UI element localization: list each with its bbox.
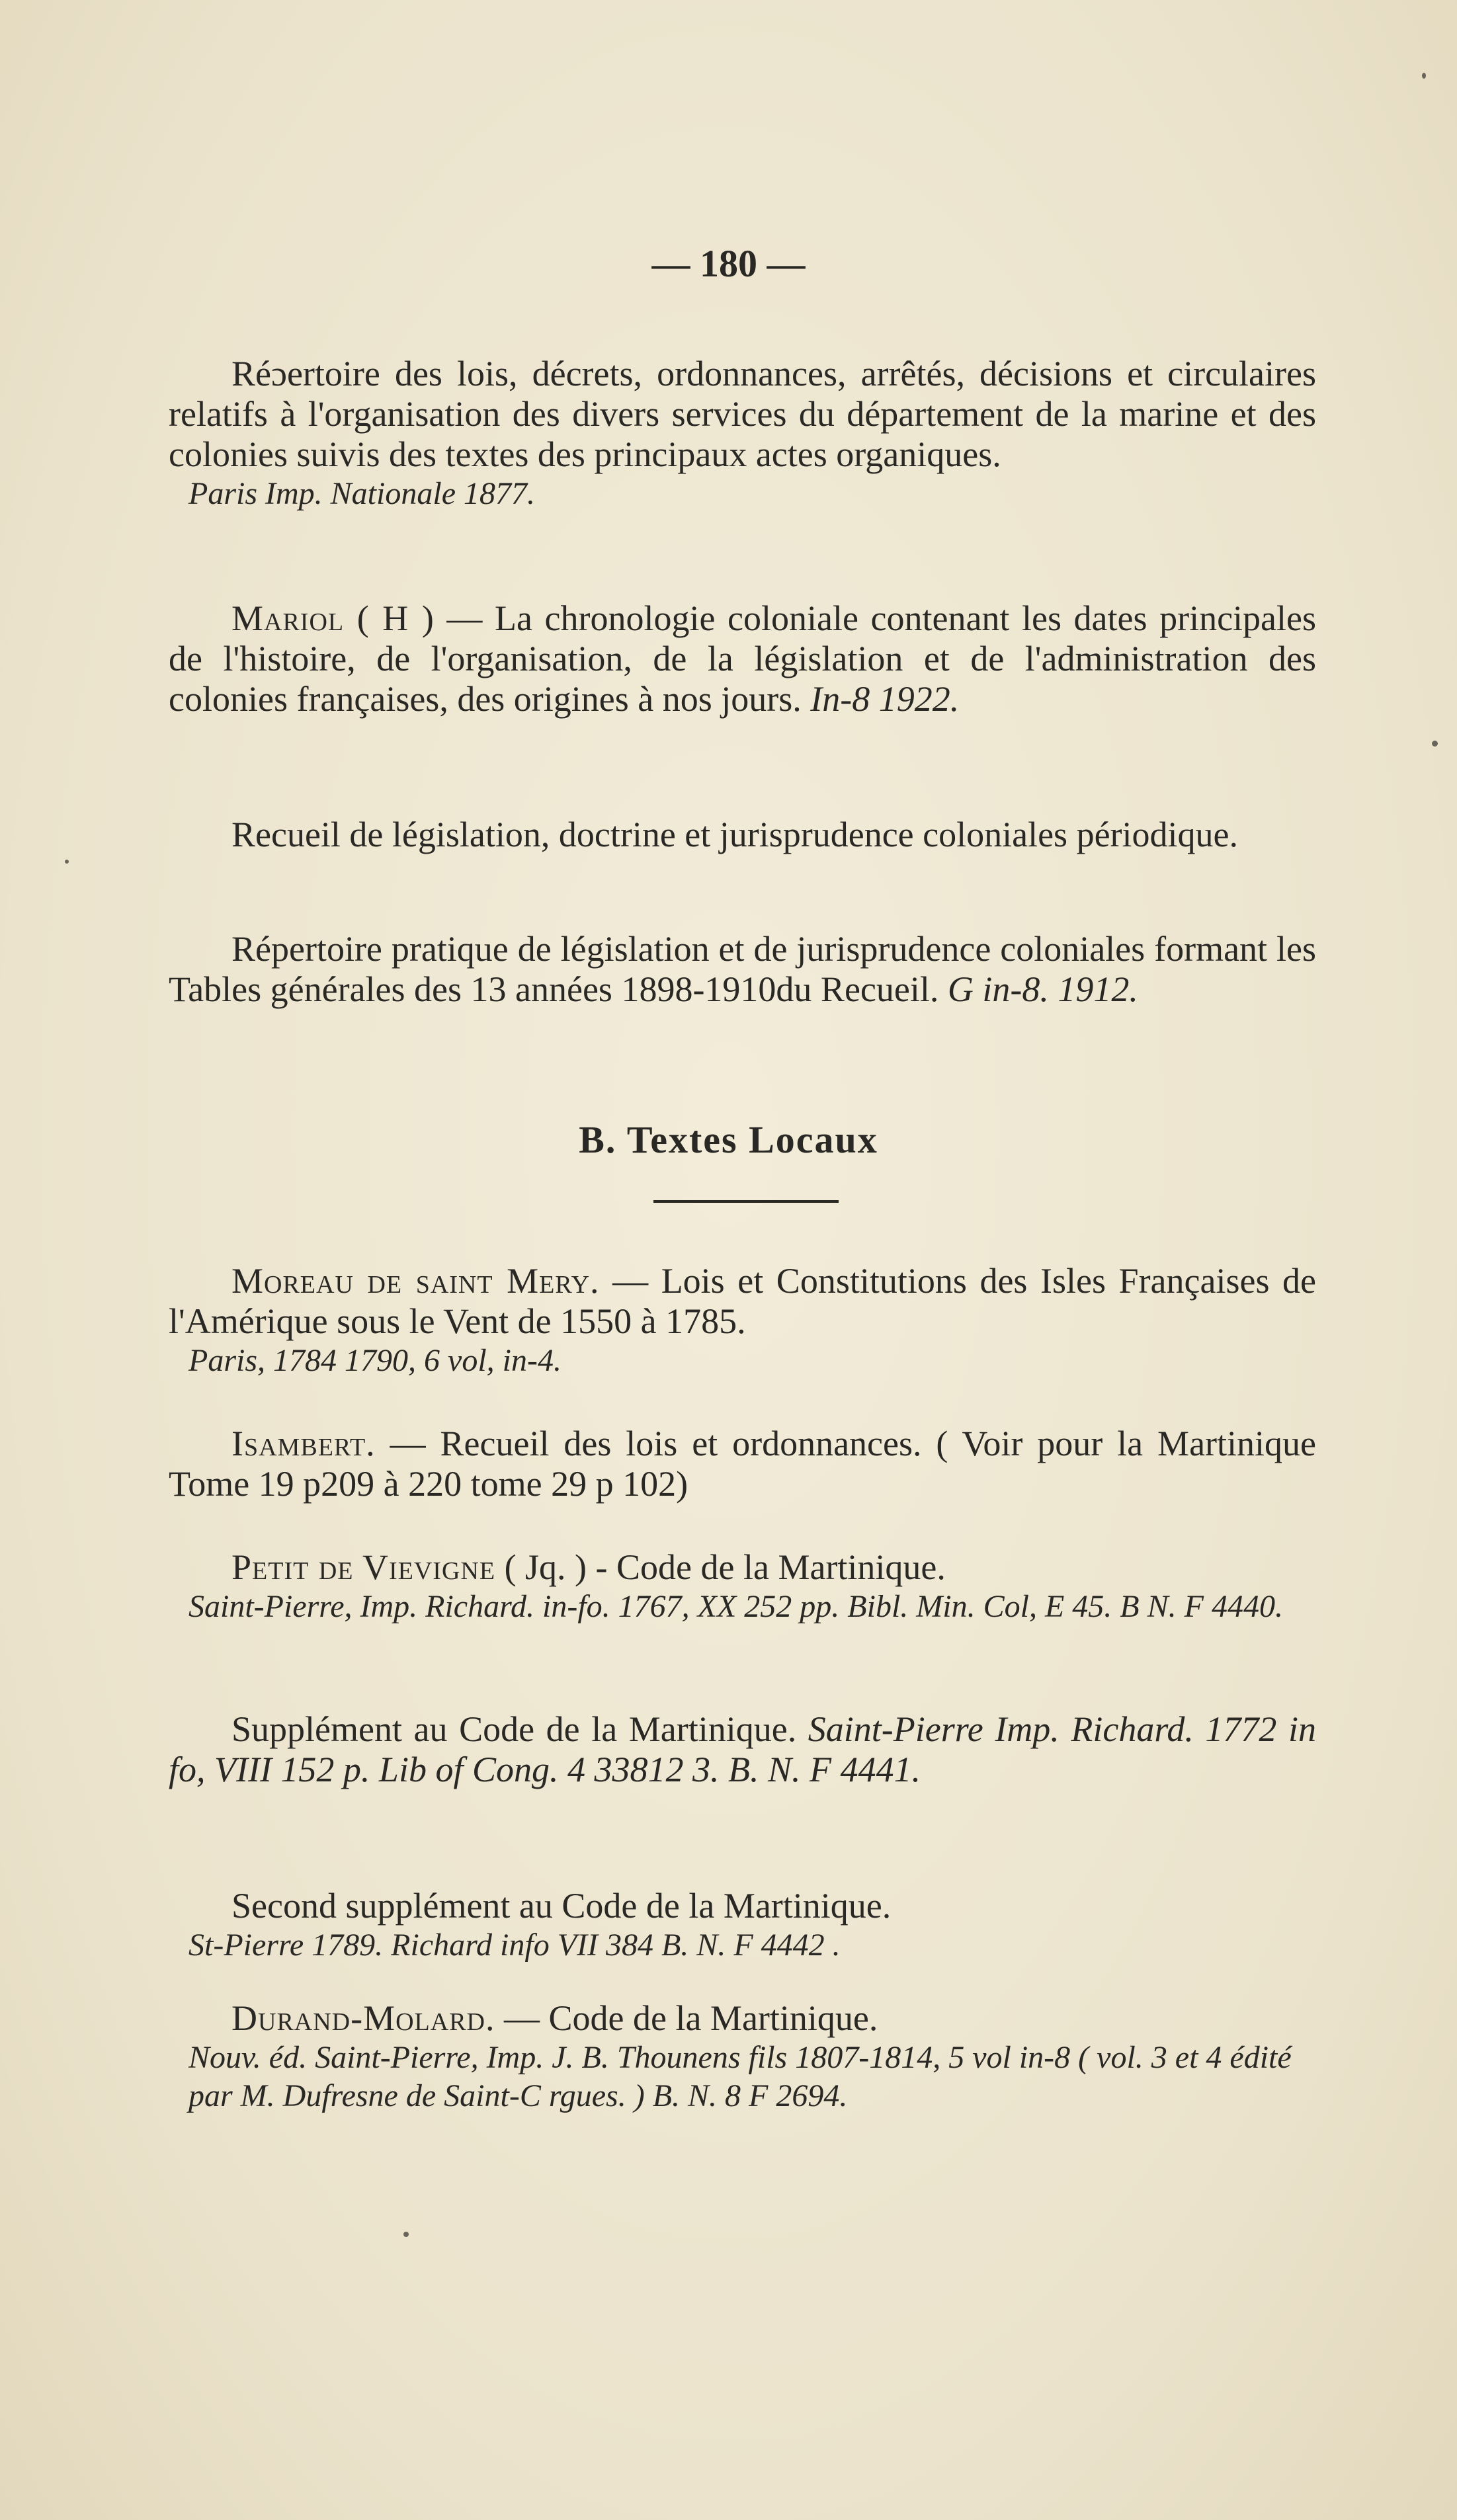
entry-text: Petit de Vievigne ( Jq. ) - Code de la Martinique. bbox=[231, 1547, 946, 1587]
entry-text: Supplément au Code de la Martinique. Saint-Pierre Imp. Richard. 1772 in fo, VIII 152 p. Lib of Cong. 4 33812 3. B. N. F 4441. bbox=[169, 1709, 1317, 1789]
ink-speck bbox=[1432, 741, 1438, 747]
bibliography-entry bbox=[169, 598, 1316, 719]
entry-text: Moreau de saint Mery. — Lois et Constitutions des Isles Françaises de l'Amérique sous le Vent de 1550 à 1785. bbox=[169, 1261, 1316, 1341]
bibliography-entry bbox=[169, 354, 1316, 513]
entry-text: Isambert. — Recueil des lois et ordonnances. ( Voir pour la Martinique Tome 19 p209 à 220 tome 29 p 102) bbox=[169, 1424, 1316, 1504]
entry-author: Mariol ( H ) bbox=[231, 598, 435, 638]
entry-text: Mariol ( H ) — La chronologie coloniale contenant les dates principales de l'histoire, de l'organisation, de la législation et de l'administration des colonies françaises, des origines à nos jours. In-8 1922. bbox=[169, 598, 1316, 719]
entry-text: Durand-Molard. — Code de la Martinique. bbox=[231, 1998, 878, 2038]
entry-text: Recueil de législation, doctrine et jurisprudence coloniales périodique. bbox=[231, 815, 1238, 854]
ink-speck bbox=[1422, 73, 1426, 79]
entry-format: G in-8. 1912. bbox=[947, 969, 1138, 1009]
entry-publication: Saint-Pierre, Imp. Richard. in-fo. 1767, XX 252 pp. Bibl. Min. Col, E 45. B N. F 4440. bbox=[188, 1589, 1283, 1624]
entry-text: Réɔertoire des lois, décrets, ordonnances, arrêtés, décisions et circulaires relatifs à l'organisation des divers services du département de la marine et des colonies suivis des textes des principaux actes organiques. bbox=[169, 354, 1316, 474]
ink-speck bbox=[403, 2232, 409, 2237]
entry-publication: Paris, 1784 1790, 6 vol, in-4. bbox=[188, 1343, 562, 1378]
bibliography-entry bbox=[169, 929, 1316, 1010]
entry-publication: St-Pierre 1789. Richard info VII 384 B. N. F 4442 . bbox=[188, 1928, 841, 1963]
entry-author: Durand-Molard. bbox=[231, 1998, 495, 2038]
page-number: — 180 — bbox=[651, 242, 806, 285]
bibliography-entry bbox=[169, 1886, 1316, 1965]
entry-format: In-8 1922. bbox=[810, 679, 960, 719]
bibliography-entry bbox=[169, 815, 1316, 855]
heading-rule bbox=[653, 1200, 839, 1203]
bibliography-entry bbox=[169, 1709, 1316, 1790]
entry-author: Moreau de saint Mery. bbox=[231, 1261, 600, 1301]
entry-format: Saint-Pierre Imp. Richard. 1772 in fo, VIII 152 p. Lib of Cong. 4 33812 3. B. N. F 4441. bbox=[169, 1709, 1317, 1789]
entry-text: Second supplément au Code de la Martinique. bbox=[231, 1886, 892, 1926]
entry-text: Répertoire pratique de législation et de jurisprudence coloniales formant les Tables générales des 13 années 1898-1910du Recueil. G in-8. 1912. bbox=[169, 929, 1316, 1009]
entry-author: Isambert. bbox=[231, 1424, 376, 1463]
bibliography-entry bbox=[169, 1261, 1316, 1380]
bibliography-entry bbox=[169, 1424, 1316, 1504]
entry-publication: Nouv. éd. Saint-Pierre, Imp. J. B. Thounens fils 1807-1814, 5 vol in-8 ( vol. 3 et 4 édité par M. Dufresne de Saint-C rgues. ) B. N. 8 F 2694. bbox=[188, 2040, 1292, 2113]
entry-author: Petit de Vievigne bbox=[231, 1547, 496, 1587]
ink-speck bbox=[65, 860, 69, 864]
bibliography-entry bbox=[169, 1998, 1316, 2115]
entry-publication: Paris Imp. Nationale 1877. bbox=[188, 476, 535, 511]
bibliography-entry bbox=[169, 1547, 1316, 1626]
section-heading: B. Textes Locaux bbox=[579, 1118, 878, 1161]
